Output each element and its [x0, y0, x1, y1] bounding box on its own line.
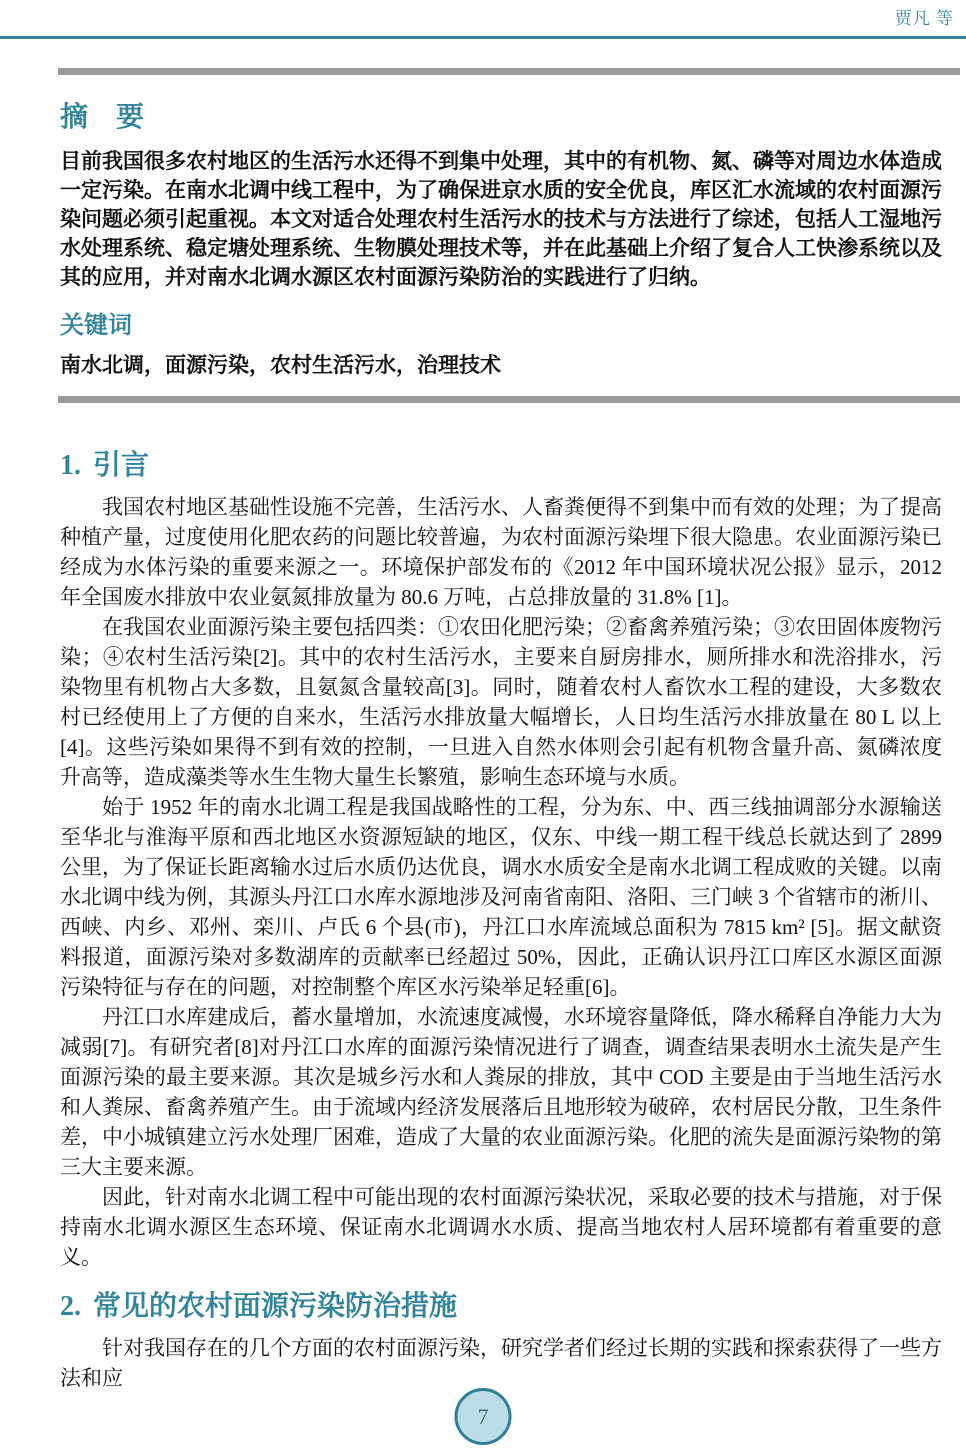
divider-bar-bottom	[58, 396, 960, 403]
abstract-heading: 摘 要	[60, 100, 145, 133]
section-2-title: 常见的农村面源污染防治措施	[93, 1288, 458, 1322]
page-number: 7	[477, 1403, 489, 1429]
abstract-text: 目前我国很多农村地区的生活污水还得不到集中处理，其中的有机物、氮、磷等对周边水体造成一定污染。在南水北调中线工程中，为了确保进京水质的安全优良，库区汇水流域的农村面源污染问题必须引起重视。本文对适合处理农村生活污水的技术与方法进行了综述，包括人工湿地污水处理系统、稳定塘处理系统、生物膜处理技术等，并在此基础上介绍了复合人工快渗系统以及其的应用，并对南水北调水源区农村面源污染防治的实践进行了归纳。	[60, 149, 942, 290]
divider-bar-top	[58, 68, 960, 75]
section-1-number: 1.	[60, 449, 81, 481]
paragraph-intro-2: 在我国农业面源污染主要包括四类：①农田化肥污染；②畜禽养殖污染；③农田固体废物污染；④农村生活污染[2]。其中的农村生活污水，主要来自厨房排水，厕所排水和洗浴排水，污染物里有机物占大多数，且氨氮含量较高[3]。同时，随着农村人畜饮水工程的建设，大多数农村已经使用上了方便的自来水，生活污水排放量大幅增长，人日均生活污水排放量在 80 L 以上[4]。这些污染如果得不到有效的控制，一旦进入自然水体则会引起有机物含量升高、氮磷浓度升高等，造成藻类等水生生物大量生长繁殖，影响生态环境与水质。	[60, 614, 942, 789]
section-1-title: 引言	[93, 447, 150, 481]
keywords-heading: 关键词	[60, 311, 132, 340]
section-2-heading	[60, 1288, 960, 1325]
paragraph-intro-1: 我国农村地区基础性设施不完善，生活污水、人畜粪便得不到集中而有效的处理；为了提高种植产量，过度使用化肥农药的问题比较普遍，为农村面源污染埋下很大隐患。农业面源污染已经成为水体污染的重要来源之一。环境保护部发布的《2012 年中国环境状况公报》显示，2012 年全国废水排放中农业氨氮排放量为 80.6 万吨，占总排放量的 31.8% [1]。	[60, 494, 942, 609]
header-rule	[0, 36, 966, 39]
page-number-badge	[455, 1388, 512, 1445]
paragraph-intro-3: 始于 1952 年的南水北调工程是我国战略性的工程，分为东、中、西三线抽调部分水源输送至华北与淮海平原和西北地区水资源短缺的地区，仅东、中线一期工程干线总长就达到了 2899 公里，为了保证长距离输水过后水质仍达优良，调水水质安全是南水北调工程成败的关键。以南水北调中线为例，其源头丹江口水库水源地涉及河南省南阳、洛阳、三门峡 3 个省辖市的淅川、西峡、内乡、邓州、栾川、卢氏 6 个县(市)，丹江口水库流域总面积为 7815 km² [5]。据文献资料报道，面源污染对多数湖库的贡献率已经超过 50%，因此，正确认识丹江口库区水源区面源污染特征与存在的问题，对控制整个库区水污染举足轻重[6]。	[60, 794, 942, 999]
paragraph-intro-5: 因此，针对南水北调工程中可能出现的农村面源污染状况，采取必要的技术与措施，对于保持南水北调水源区生态环境、保证南水北调调水水质、提高当地农村人居环境都有着重要的意义。	[60, 1184, 942, 1269]
page-content	[58, 68, 960, 1393]
keywords-text: 南水北调，面源污染，农村生活污水，治理技术	[60, 352, 501, 377]
paragraph-section2-1: 针对我国存在的几个方面的农村面源污染，研究学者们经过长期的实践和探索获得了一些方法和应	[60, 1336, 942, 1391]
section-2-number: 2.	[60, 1290, 81, 1322]
running-head-author: 贾凡 等	[894, 9, 954, 28]
section-1-heading	[60, 447, 960, 484]
paragraph-intro-4: 丹江口水库建成后，蓄水量增加，水流速度减慢，水环境容量降低，降水稀释自净能力大为减弱[7]。有研究者[8]对丹江口水库的面源污染情况进行了调查，调查结果表明水土流失是产生面源污染的最主要来源。其次是城乡污水和人粪尿的排放，其中 COD 主要是由于当地生活污水和人粪尿、畜禽养殖产生。由于流域内经济发展落后且地形较为破碎，农村居民分散，卫生条件差，中小城镇建立污水处理厂困难，造成了大量的农业面源污染。化肥的流失是面源污染物的第三大主要来源。	[60, 1004, 942, 1179]
